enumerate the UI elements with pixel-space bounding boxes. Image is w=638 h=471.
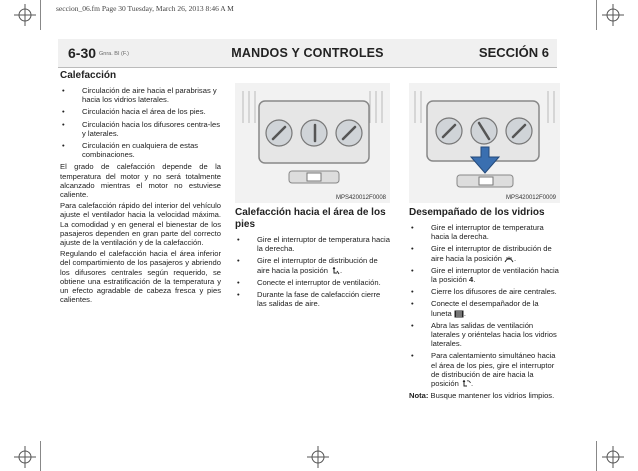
climate-control-panel-illustration xyxy=(409,83,560,203)
windshield-defrost-icon xyxy=(504,255,514,263)
list-item: • Gire el interruptor de distribución de aire hacia la posición . xyxy=(411,244,552,263)
climate-control-panel-illustration xyxy=(235,83,390,203)
feet-heating-title: Calefacción hacia el área de los pies xyxy=(235,207,386,230)
registration-mark-top-left xyxy=(14,4,36,26)
chapter-title: MANDOS Y CONTROLES xyxy=(231,46,384,60)
list-item: • Conecte el desempañador de la luneta . xyxy=(411,299,539,318)
feet-heating-bullet-list xyxy=(235,235,390,308)
rear-defrost-icon xyxy=(454,310,464,318)
list-item: • Gire el interruptor de ventilación hacia la posición 4. xyxy=(411,265,559,285)
crop-line-right xyxy=(596,0,597,30)
heating-bullet-list xyxy=(60,86,221,159)
list-item: • Conecte el interruptor de ventilación. xyxy=(237,277,381,287)
paragraph: Para calefacción rápido del interior del vehículo ajuste el ventilador hacia la velocidad máxima. La comodidad y en general el bienestar de los pasajeros dependen en gran parte del correcto ajuste de la ventilación y de la calefacción. xyxy=(60,201,221,248)
figure-caption: MPS420012F0009 xyxy=(505,195,556,201)
fan-position-value: 4 xyxy=(469,275,474,285)
registration-mark-bottom-center xyxy=(307,446,329,468)
defogging-column xyxy=(409,207,560,400)
list-item: • Circulación hacia los difusores centra-les y laterales. xyxy=(62,119,221,138)
figure-caption: MPS420012F0008 xyxy=(335,195,386,201)
note xyxy=(409,391,560,400)
page-edition-label: Gnra. BI (F.) xyxy=(99,51,129,57)
crop-line-bottom-right xyxy=(596,441,597,471)
paragraph: Regulando el calefacción hacia el área inferior del compartimiento de los pasajeros y abriendo los difusores centrales según requerido, se obtiene una estratificación de la temperatura y un efecto agradable de cabeza fresca y pies calientes. xyxy=(60,249,221,305)
list-item: • Circulación en cualquiera de estas combinaciones. xyxy=(62,141,199,160)
feet-heating-column xyxy=(235,207,390,311)
figure-climate-panel-defrost xyxy=(409,83,560,203)
note-text: Busque mantener los vidrios limpios. xyxy=(430,391,555,401)
heating-column xyxy=(60,70,221,306)
list-item: • Gire el interruptor de temperatura hacia la derecha. xyxy=(411,223,544,242)
list-item: • Circulación de aire hacia el parabrisas y hacia los vidrios laterales. xyxy=(62,86,217,105)
list-item: • Circulación hacia el área de los pies. xyxy=(62,107,206,117)
feet-defrost-icon xyxy=(461,380,471,388)
defogging-title: Desempañado de los vidrios xyxy=(409,207,545,218)
page-header xyxy=(58,39,557,68)
heating-title: Calefacción xyxy=(60,70,117,81)
crop-line-left xyxy=(40,0,41,30)
paragraph: El grado de calefacción depende de la temperatura del motor y no será totalmente alcanzado mientras el motor no estuviese caliente. xyxy=(60,162,221,200)
list-item: • Cierre los difusores de aire centrales. xyxy=(411,287,557,297)
feet-airflow-icon xyxy=(330,267,340,275)
list-item: • Para calentamiento simultáneo hacia el área de los pies, gire el interruptor de distribución de aire hacia la posición . xyxy=(411,351,556,389)
note-label: Nota: xyxy=(409,391,429,401)
registration-mark-bottom-right xyxy=(602,446,624,468)
defogging-bullet-list xyxy=(409,223,560,388)
figure-climate-panel-feet xyxy=(235,83,390,203)
section-label: SECCIÓN 6 xyxy=(478,45,549,60)
list-item: • Durante la fase de calefacción cierre las salidas de aire. xyxy=(237,290,381,309)
list-item: • Abra las salidas de ventilación laterales y oriéntelas hacia los vidrios laterales. xyxy=(411,320,557,349)
print-header-line: seccion_06.fm Page 30 Tuesday, March 26, 2013 8:46 A M xyxy=(56,4,234,13)
list-item: • Gire el interruptor de temperatura hacia la derecha. xyxy=(237,235,390,254)
crop-line-bottom-left xyxy=(40,441,41,471)
registration-mark-bottom-left xyxy=(14,446,36,468)
registration-mark-top-right xyxy=(602,4,624,26)
list-item: • Gire el interruptor de distribución de aire hacia la posición . xyxy=(237,256,378,275)
page-number: 6-30 xyxy=(68,45,97,61)
